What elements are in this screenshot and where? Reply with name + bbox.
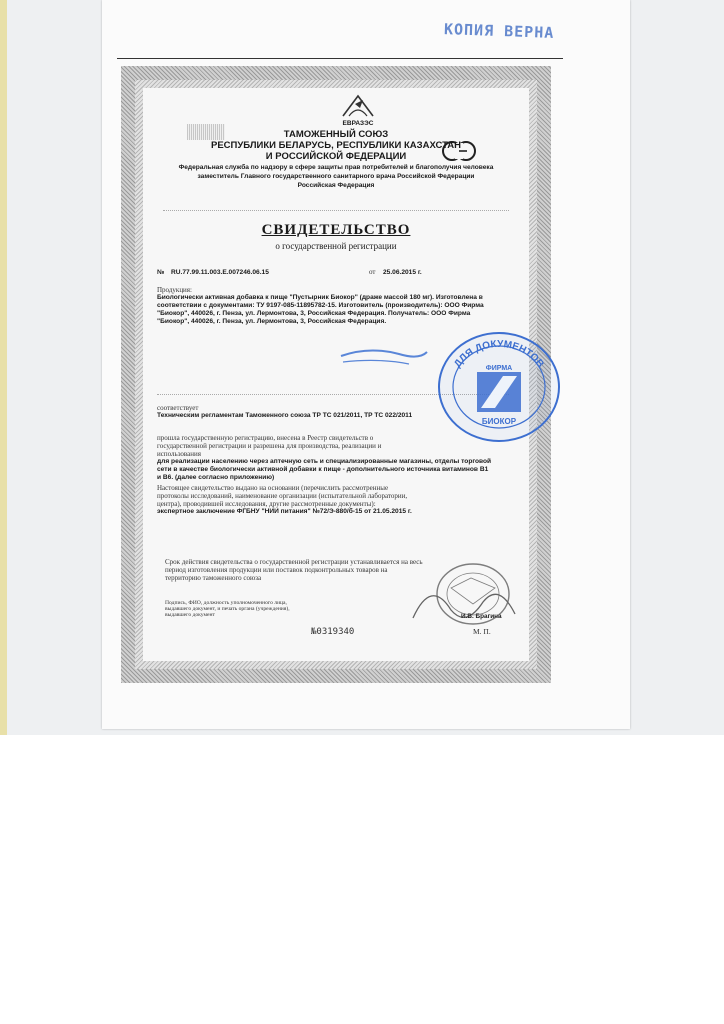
conforms-regulations: Техническим регламентам Таможенного союза ТР ТС 021/2011, ТР ТС 022/2011 xyxy=(157,412,413,419)
basis-line-3: центра), проводившей исследования, другие рассмотренные документы): xyxy=(157,500,376,508)
registered-line-2: государственной регистрации и разрешена для производства, реализации и xyxy=(157,442,382,450)
certificate-paper xyxy=(143,88,546,661)
seal-company-text: БИОКОР xyxy=(481,417,517,426)
seal-arc-text: ДЛЯ ДОКУМЕНТОВ xyxy=(452,338,546,370)
agency-line-3: Российская Федерация xyxy=(297,182,375,189)
dotted-separator xyxy=(163,210,509,211)
signature-note-2: выдавшего документ, и печать органа (учреждения), xyxy=(165,606,290,612)
seal-brand-text: ФИРМА xyxy=(485,365,513,372)
product-line-3: "Биокор", 440026, г. Пенза, ул. Лермонтова, 3, Российская Федерация. Получатель: ООО Фирма xyxy=(157,310,471,317)
validity-line-3: территорию таможенного союза xyxy=(165,574,262,582)
conforms-label: соответствует xyxy=(157,404,199,412)
certificate-frame-inner xyxy=(135,80,546,669)
eurasec-emblem-icon xyxy=(333,90,383,122)
eurasec-logo xyxy=(333,90,383,130)
signature-note-3: выдавшего документ xyxy=(165,612,215,618)
blue-signature-stroke xyxy=(339,342,429,372)
registration-date: 25.06.2015 г. xyxy=(383,269,422,276)
scan-edge xyxy=(0,0,7,735)
number-label: № xyxy=(157,269,165,276)
certificate-subtitle: о государственной регистрации xyxy=(275,241,397,251)
usage-line-3: и В6. (далее согласно приложению) xyxy=(157,474,275,481)
header-line-1: ТАМОЖЕННЫЙ СОЮЗ xyxy=(283,129,389,140)
agency-line-1: Федеральная служба по надзору в сфере защиты прав потребителей и благополучия человека xyxy=(178,164,494,171)
date-label: от xyxy=(369,268,376,276)
copy-certified-stamp: КОПИЯ ВЕРНА xyxy=(443,20,555,42)
usage-line-2: сети в качестве биологически активной добавки к пище - дополнительного источника витаминов В1 xyxy=(157,466,489,473)
validity-line-1: Срок действия свидетельства о государственной регистрации устанавливается на весь xyxy=(165,558,423,566)
usage-line-1: для реализации населению через аптечную сеть и специализированные магазины, отделы торговой xyxy=(157,458,492,465)
certificate-title: СВИДЕТЕЛЬСТВО xyxy=(261,222,411,238)
product-line-2: соответствии с документами: ТУ 9197-085-11895782-15. Изготовитель (производитель): ООО Фирма xyxy=(157,302,484,309)
registered-line-1: прошла государственную регистрацию, внесена в Реестр свидетельств о xyxy=(157,434,374,442)
signature-note-1: Подпись, ФИО, должность уполномоченного лица, xyxy=(165,600,287,606)
signer-name: И.В. Брагина xyxy=(461,613,502,620)
validity-line-2: период изготовления продукции или поставок подконтрольных товаров на xyxy=(165,566,388,574)
company-seal-blue xyxy=(433,328,565,446)
registered-line-3: использования xyxy=(157,450,201,458)
header-line-2: РЕСПУБЛИКИ БЕЛАРУСЬ, РЕСПУБЛИКИ КАЗАХСТАН xyxy=(210,140,462,151)
basis-line-2: протоколы исследований, наименование организации (испытательной лаборатории, xyxy=(157,492,408,500)
header-line-3: И РОССИЙСКОЙ ФЕДЕРАЦИИ xyxy=(265,151,407,162)
mp-label: М. П. xyxy=(473,627,491,636)
registration-number: RU.77.99.11.003.E.007246.06.15 xyxy=(171,269,269,276)
top-rule xyxy=(117,58,563,59)
basis-line-1: Настоящее свидетельство выдано на основании (перечислить рассмотренные xyxy=(157,484,389,492)
certificate-frame xyxy=(121,66,551,683)
basis-document: экспертное заключение ФГБНУ "НИИ питания" №72/Э-880/б-15 от 21.05.2015 г. xyxy=(157,508,412,515)
official-seal-gray xyxy=(411,558,521,636)
agency-line-2: заместитель Главного государственного санитарного врача Российской Федерации xyxy=(197,173,475,180)
product-line-4: "Биокор", 440026, г. Пенза, ул. Лермонтова, 3, Российская Федерация. xyxy=(157,318,387,325)
eurasec-label: ЕВРАЗЭС xyxy=(342,120,374,127)
product-label: Продукция: xyxy=(157,286,192,294)
serial-number: №0319340 xyxy=(311,627,355,637)
product-line-1: Биологически активная добавка к пище "Пустырник Биокор" (драже массой 180 мг). Изготовлена в xyxy=(157,294,483,301)
